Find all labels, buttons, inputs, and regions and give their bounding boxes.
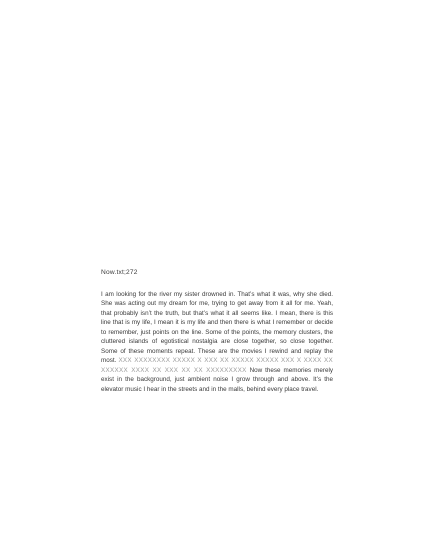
paragraph-text-part2: Now these memories merely exist in the background, just ambient noise I grow through and above. It’s the elevator music I hear in the streets and in the malls, behind every place travel.: [101, 366, 333, 393]
body-paragraph: [101, 290, 333, 394]
redacted-text: XXX XXXXXXXX XXXXX X XXX XX XXXXX XXXXX XXX X XXXX XX XXXXXX XXXX XX XXX XX XX XXXXXXXXX: [101, 357, 334, 374]
entry-heading: Now.txt;272: [101, 269, 138, 276]
paragraph-text-part1: I am looking for the river my sister drowned in. That’s what it was, why she died. She was acting out my dream for me, trying to get away from it all for me. Yeah, that probably isn’t the truth, but that’s what it all seems like. I mean, there is this line that is my life, I mean it is my life and then there is what I remember or decide to remember, just points on the line. Some of the points, the memory clusters, the cluttered islands of egotistical nostalgia are close together, so close together. Some of these moments repeat. These are the movies I rewind and replay the most.: [101, 291, 333, 365]
